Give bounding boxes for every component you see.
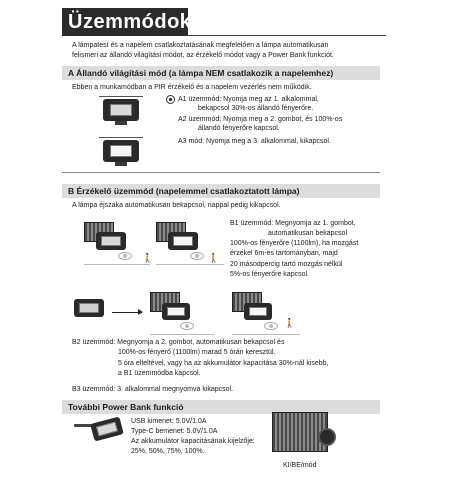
- title-rule: [186, 35, 386, 36]
- pir-sensor-b1-left: [118, 252, 132, 260]
- person-icon: 🚶: [142, 253, 154, 263]
- b1-line-1: B1 üzemmód: Megnyomja az 1. gombot,: [230, 220, 356, 227]
- lamp-a1: [103, 99, 139, 121]
- b1-line-2: automatikusan bekapcsol: [268, 230, 347, 237]
- ground-b1-left: [84, 264, 150, 265]
- pir-sensor-b2-middle: [180, 322, 194, 330]
- b2-line-1: B2 üzemmód: Megnyomja a 2. gombot, automatikusan bekapcsol és: [72, 339, 285, 346]
- section-b-heading: B Érzékelő üzemmód (napelemmel csatlakoztatott lámpa): [68, 186, 300, 196]
- person-icon: 🚶: [208, 253, 220, 263]
- ground-b2-right: [232, 334, 300, 335]
- section-a-desc: Ebben a munkamódban a PIR érzékelő és a napelem vezérlés nem működik.: [72, 84, 312, 91]
- a3-line: A3 mód: Nyomja meg a 3. alkalommal, kikapcsol.: [178, 138, 331, 145]
- power-line-4: 25%, 50%, 75%, 100%.: [131, 448, 205, 455]
- power-line-1: USB kimenet: 5.0V/1.0A: [131, 418, 207, 425]
- lamp-a2-mount: [99, 137, 143, 138]
- b1-line-4: érzékel 6m-es tartományban, majd: [230, 250, 338, 257]
- pir-sensor-b1-right: [190, 252, 204, 260]
- power-button-icon[interactable]: [318, 428, 336, 446]
- lamp-b2-middle: [162, 303, 190, 320]
- b2-line-2: 100%-os fényerő (1100lm) marad 5 órán keresztül.: [118, 349, 276, 356]
- section-power-bar: [62, 400, 380, 414]
- pir-sensor-b2-right: [264, 322, 278, 330]
- page-title: Üzemmódok: [68, 11, 192, 33]
- b1-line-3: 100%-os fényerőre (1100lm), ha mozgást: [230, 240, 359, 247]
- lamp-b1-right: [168, 232, 198, 250]
- b3-line: B3 üzemmód: 3. alkalommal megnyomva kikapcsol.: [72, 386, 234, 393]
- lamp-b2-off: [74, 299, 104, 317]
- a2-line-2: állandó fényerőre kapcsol.: [198, 125, 280, 132]
- a1-line-2: bekapcsol 30%-os állandó fényerőre.: [198, 105, 314, 112]
- power-button-caption: KI/BE/mód: [283, 462, 317, 469]
- power-line-2: Type-C bemenet: 5.0V/1.0A: [131, 428, 218, 435]
- intro-line-2: felismeri az állandó világítási módot, az érzékelő módot vagy a Power Bank funkciót.: [72, 52, 334, 59]
- section-a-heading: A Állandó világítási mód (a lámpa NEM csatlakozik a napelemhez): [68, 68, 334, 78]
- a2-line-1: A2 üzemmód: Nyomja meg a 2. gombot, és 100%-os: [178, 116, 343, 123]
- a1-line-1: A1 üzemmód: Nyomja meg az 1. alkalommal,: [178, 96, 319, 103]
- ground-b1-right: [156, 264, 224, 265]
- power-line-3: Az akkumulátor kapacitásának kijelzője:: [131, 438, 255, 445]
- intro-line-1: A lámpatest és a napelem csatlakoztatásának megfelelően a lámpa automatikusan: [72, 42, 329, 49]
- arrow-right-icon: [112, 312, 142, 313]
- section-a-divider: [62, 172, 380, 173]
- section-a-bar: [62, 66, 380, 80]
- person-icon: 🚶: [284, 318, 296, 328]
- lamp-powerbank: [90, 416, 124, 441]
- section-power-heading: További Power Bank funkció: [68, 402, 184, 412]
- ground-b2-middle: [150, 334, 214, 335]
- lamp-a1-mount: [99, 96, 143, 97]
- b2-line-4: a B1 üzemmódba kapcsol.: [118, 370, 201, 377]
- lamp-b1-left: [96, 232, 126, 250]
- b1-line-5: 20 másodpercig tartó mozgás nélkül: [230, 261, 343, 268]
- section-b-desc: A lámpa éjszaka automatikusan bekapcsol, nappal pedig kikapcsol.: [72, 202, 281, 209]
- lamp-a2: [103, 140, 139, 162]
- b2-line-3: 5 óra elteltével, vagy ha az akkumulátor kapacitása 30%-nál kisebb,: [118, 360, 329, 367]
- mode-button-icon: [166, 95, 175, 104]
- lamp-b2-right: [244, 303, 272, 320]
- b1-line-6: 5%-os fényerőre kapcsol.: [230, 271, 309, 278]
- section-b-bar: [62, 184, 380, 198]
